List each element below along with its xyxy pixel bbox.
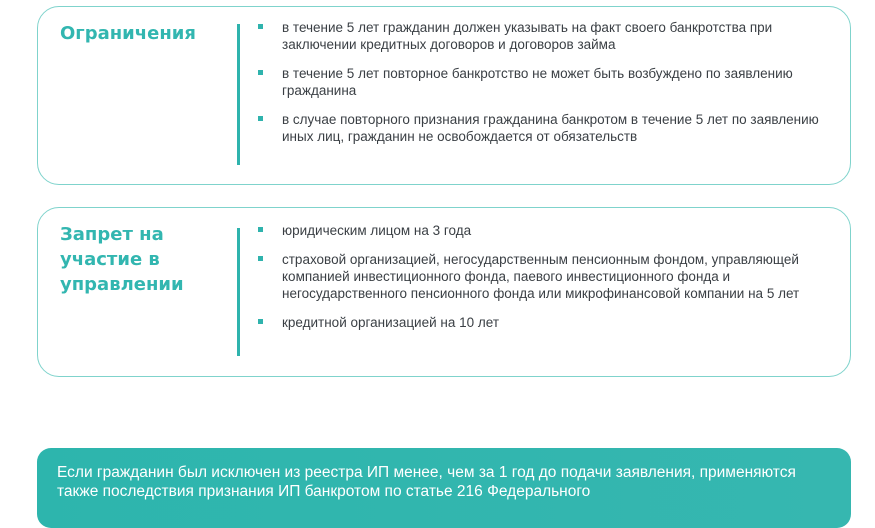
ban-item: юридическим лицом на 3 года xyxy=(256,222,842,239)
management-ban-card xyxy=(37,207,851,377)
divider-bar xyxy=(237,228,240,356)
restrictions-card xyxy=(37,6,851,185)
restriction-item: в течение 5 лет повторное банкротство не может быть возбуждено по заявлению гражданина xyxy=(256,65,842,99)
restriction-item: в течение 5 лет гражданин должен указывать на факт своего банкротства при заключении кредитных договоров и договоров займа xyxy=(256,19,842,53)
management-ban-title: Запрет на участие в управлении xyxy=(60,224,184,295)
ban-item: страховой организацией, негосударственным пенсионным фондом, управляющей компанией инвестиционного фонда, паевого инвестиционного фонда и негосударственного пенсионного фонда или микрофинансовой компании на 5 лет xyxy=(256,251,842,302)
ban-item: кредитной организацией на 10 лет xyxy=(256,314,842,331)
divider-bar xyxy=(237,24,240,165)
management-ban-list xyxy=(256,222,842,343)
restriction-item: в случае повторного признания гражданина банкротом в течение 5 лет по заявлению иных лиц, гражданин не освобождается от обязательств xyxy=(256,111,842,145)
restrictions-list xyxy=(256,19,842,157)
restrictions-title: Ограничения xyxy=(60,23,196,44)
note-box xyxy=(37,448,851,528)
note-text: Если гражданин был исключен из реестра ИП менее, чем за 1 год до подачи заявления, применяются также последствия признания ИП банкротом по статье 216 Федерального xyxy=(57,464,796,500)
